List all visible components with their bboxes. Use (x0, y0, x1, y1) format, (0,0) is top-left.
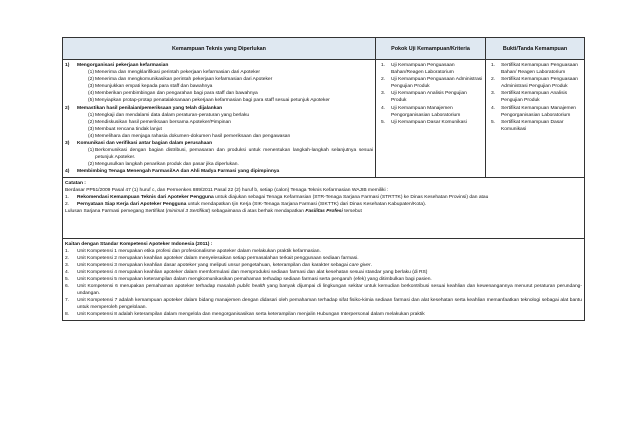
kaitan-item (65, 311, 582, 318)
item-text: Uji Kemampuan Penguasaan Administrasi Pengujian Produk (391, 77, 483, 90)
item-number: (3) (88, 84, 94, 90)
item-text: Uji Kemampuan Penguasaan Bahan/Reagen Laboratorium (391, 63, 455, 76)
kaitan-item (65, 262, 582, 269)
catatan-item-text: Pernyataan Siap Kerja dari Apoteker Pengguna untuk mendapatkan Ijin Kerja (SIK-Tenaga Sarjana Farmasi (SIKTTK) dari Dinas Kesehatan Kabupaten/Kota). (77, 201, 427, 207)
section-item (65, 119, 373, 126)
item-number: 4. (381, 105, 386, 111)
item-number: (4) (88, 133, 94, 139)
section-heading (65, 168, 373, 175)
table-header-row (63, 38, 585, 60)
item-number: 3. (65, 262, 70, 268)
item-text: Sertifikat Kemampuan Penguasaan Administrasi Pengujian Produk (501, 77, 578, 90)
item-text: Sertifikat Kemampuan Dasar Komunikasi (501, 119, 564, 132)
kaitan-item-text: Unit Kompetensi 2 merupakan keahlian apoteker dalam menyelesaikan setiap permasalahan terkait penggunaan sediaan farmasi. (77, 255, 359, 261)
kaitan-item (65, 255, 582, 262)
kaitan-item-text: Unit Kompetensi 3 merupakan keahlian dasar apoteker yang meliputi unsur pengetahuan, keterampilan dan karakter sebagai care giver. (77, 262, 372, 268)
header-pokok-uji: Pokok Uji Kemampuan/Kriteria (376, 38, 486, 60)
item-number: (2) (88, 77, 94, 83)
kemampuan-cell (63, 60, 376, 178)
item-text: Menerima dan mengklarifikasi perintah pekerjaan kefarmasian dari Apoteker (95, 70, 261, 76)
item-text: Uji Kemampuan Analisis Pengujian Produk (391, 91, 467, 104)
section-item (65, 133, 373, 140)
item-number: (2) (88, 162, 94, 168)
item-number: 5. (381, 119, 386, 125)
item-number: (5) (88, 98, 94, 104)
section-title: Memastikan hasil penilaian/pemeriksaan yang telah dijalankan (77, 105, 223, 111)
catatan-item (65, 194, 582, 201)
section-number: 4) (65, 169, 70, 175)
item-text: Menerima dan mengkomunikasikan perintah pekerjaan kefarmasian dari Apoteker (95, 77, 273, 83)
kaitan-title: Kaitan dengan Standar Kompetensi Apoteker Indonesia (2011) : (65, 241, 213, 247)
bukti-item (488, 62, 582, 76)
item-number: 1. (491, 63, 496, 68)
kaitan-item-text: Unit Kompetensi 5 merupakan keterampilan dalam mengkomunikasikan pemahaman terhadap sediaan farmasi serta pengaruh (efek) yang ditimbulkan bagi pasien. (77, 276, 432, 282)
kaitan-item (65, 248, 582, 255)
item-number: 3. (381, 91, 386, 97)
bukti-list (486, 60, 584, 134)
item-number: (1) (88, 70, 94, 76)
item-number: 2. (65, 255, 70, 261)
item-number: 7. (65, 298, 70, 304)
catatan-label: Catatan : (65, 180, 86, 186)
section-item (65, 69, 373, 76)
item-number: 2. (381, 77, 386, 83)
item-text: Mendiskusikan hasil pemeriksaan bersama Apoteker/Pimpinan (95, 119, 231, 125)
section-item (65, 147, 373, 161)
section-item (65, 97, 373, 104)
kaitan-cell (63, 238, 585, 320)
section-number: 2) (65, 105, 70, 111)
catatan-item-text: Rekomendasi Kemampuan Teknis dari Apoteker Pengguna untuk diajukan sebagai Tenaga Kefarmasian (STR-Tenaga Sarjana Farmasi (STRTTK) ke Dinas Kesehatan Provinsi) dan atau (77, 194, 489, 200)
kaitan-item (65, 297, 582, 311)
item-text: Membuat rencana tindak lanjut (95, 126, 162, 132)
section-heading (65, 105, 373, 112)
competency-table (62, 37, 585, 321)
item-text: Mengusulkan langkah penarikan produk dan pasar jika diperlukan. (95, 162, 239, 168)
pokok-uji-list (376, 60, 485, 127)
item-text: Sertifikat Kemampuan Penguasaan Bahan/ Reagen Laboratorium (501, 63, 578, 76)
kaitan-item (65, 283, 582, 297)
competency-row (63, 60, 585, 178)
section-heading (65, 62, 373, 69)
item-text: Uji Kemampuan Dasar Komunikasi (391, 119, 467, 125)
section-heading (65, 140, 373, 147)
pokok-uji-item (378, 119, 483, 126)
item-text: Memelihara dan menjaga rahasia dokumen-dokumen hasil pemeriksaan dan pengawasan (95, 133, 291, 139)
item-number: 5. (491, 119, 496, 125)
kaitan-item-text: Unit Kompetensi 4 merupakan keahlian apoteker dalam memformulasi dan memproduksi sediaan farmasi dan alat kesehatan sesuai standar yang berlaku (di RS) (77, 269, 428, 275)
section-title: Mengorganisasi pekerjaan kefarmasian (77, 63, 169, 68)
section-title: Membimbing Tenaga Menengah Farmasi/AA dan Ahli Madya Farmasi yang dipimpinnya (77, 169, 280, 175)
header-bukti: Bukti/Tanda Kemampuan (486, 38, 585, 60)
kaitan-block (63, 239, 584, 320)
kaitan-item (65, 269, 582, 276)
document-page (62, 37, 584, 321)
kaitan-item (65, 276, 582, 283)
catatan-item (65, 201, 582, 208)
item-number: (4) (88, 91, 94, 97)
item-number: 2. (491, 77, 496, 83)
item-number: (1) (88, 112, 94, 118)
item-text: Berkomunikasi dengan bagian distribusi, pemasaran dan produksi untuk menentukan langkah-langkah selanjutnya sesuai petunjuk Apoteker. (95, 148, 373, 161)
pokok-uji-item (378, 105, 483, 119)
section-item (65, 161, 373, 168)
section-item (65, 83, 373, 90)
item-number: 4. (65, 269, 70, 275)
catatan-footer: Lulusan Sarjana Farmasi pemegang Sertifikat (minimal 3 Sertifikat) sebagaimana di atas berhak mendapatkan Fasilitas Profesi tersebut (65, 208, 362, 214)
catatan-row (63, 177, 585, 238)
item-text: Menyiapkan protap-protap penatalaksanaan pekerjaan kefarmasian bagi para staff sesuai petunjuk Apoteker (95, 98, 330, 104)
catatan-intro: Berdasar PP51/2009 Pasal 47 (1) huruf c, dan Permenkes 889/2011 Pasal 22 (2) huruf b, setiap (calon) Tenaga Teknis Kefarmasian WAJIB memiliki : (65, 187, 389, 193)
pokok-uji-cell (376, 60, 486, 178)
pokok-uji-item (378, 76, 483, 90)
section-item (65, 90, 373, 97)
catatan-cell (63, 177, 585, 238)
kaitan-item-text: Unit Kompetensi 1 merupakan etika profesi dan profesionalisme apoteker dalam melakukan praktik kefarmasian. (77, 248, 321, 254)
kaitan-item-text: Unit Kompetensi 6 merupakan pemahaman apoteker terhadap masalah public health yang banyak dijumpai di lingkungan sekitar untuk kemudian berkontribusi sesuai keahlian dan kewenangannya menurut peraturan perundang-undangan. (77, 284, 583, 297)
item-number: 8. (65, 312, 70, 318)
bukti-item (488, 90, 582, 104)
bukti-cell (486, 60, 585, 178)
item-text: Menunjukkan empati kepada para staff dan bawahnya (95, 84, 213, 90)
item-text: Mengkaji dan mendalami data dalam peraturan-peraturan yang berlaku (95, 112, 250, 118)
kemampuan-list (63, 60, 375, 177)
section-title: Komunikasi dan verifikasi antar bagian dalam perusahaan (77, 141, 213, 147)
bukti-item (488, 119, 582, 133)
pokok-uji-item (378, 62, 483, 76)
kaitan-list (65, 248, 582, 319)
bukti-item (488, 105, 582, 119)
item-number: 1. (65, 248, 70, 254)
item-text: Sertifikat Kemampuan Analisis Pengujian Produk (501, 91, 568, 104)
item-text: Memberikan pembimbingan dan pengarahan bagi para staff dan bawahnya (95, 91, 258, 97)
item-number: 5. (65, 276, 70, 282)
item-number: 3. (491, 91, 496, 97)
section-item (65, 126, 373, 133)
section-item (65, 112, 373, 119)
kaitan-item-text: Unit Kompetensi 8 adalah keterampilan dalam mengelola dan mengorganisasikan serta keterampilan menjalin Hubungan Interpersonal dalam melakukan praktik (77, 312, 425, 318)
item-number: 6. (65, 284, 70, 290)
item-number: 2. (65, 201, 70, 207)
bukti-item (488, 76, 582, 90)
item-text: Uji Kemampuan Manajemen Pengorganisasian Laboratorium (391, 105, 461, 118)
catatan-block (63, 178, 584, 216)
item-number: 4. (491, 105, 496, 111)
item-number: (2) (88, 119, 94, 125)
header-kemampuan: Kemampuan Teknis yang Diperlukan (63, 38, 376, 60)
item-number: 1. (65, 194, 70, 200)
item-text: Sertifikat Kemampuan Manajemen Pengorganisasian Laboratorium (501, 105, 577, 118)
section-item (65, 76, 373, 83)
item-number: 1. (381, 63, 386, 68)
item-number: (3) (88, 126, 94, 132)
catatan-list (65, 194, 582, 208)
section-number: 3) (65, 141, 70, 147)
kaitan-item-text: Unit Kompetensi 7 adalah kemampuan apoteker dalam bidang manajemen dengan didasari oleh pemahaman terhadap sifat fisiko-kimia sediaan farmasi dan alat kesehatan serta keahlian memanfaatkan teknologi sebagai alat bantu untuk memperoleh pengelolaan. (77, 298, 582, 311)
section-number: 1) (65, 63, 70, 68)
pokok-uji-item (378, 90, 483, 104)
kaitan-row (63, 238, 585, 320)
item-number: (1) (88, 148, 94, 154)
